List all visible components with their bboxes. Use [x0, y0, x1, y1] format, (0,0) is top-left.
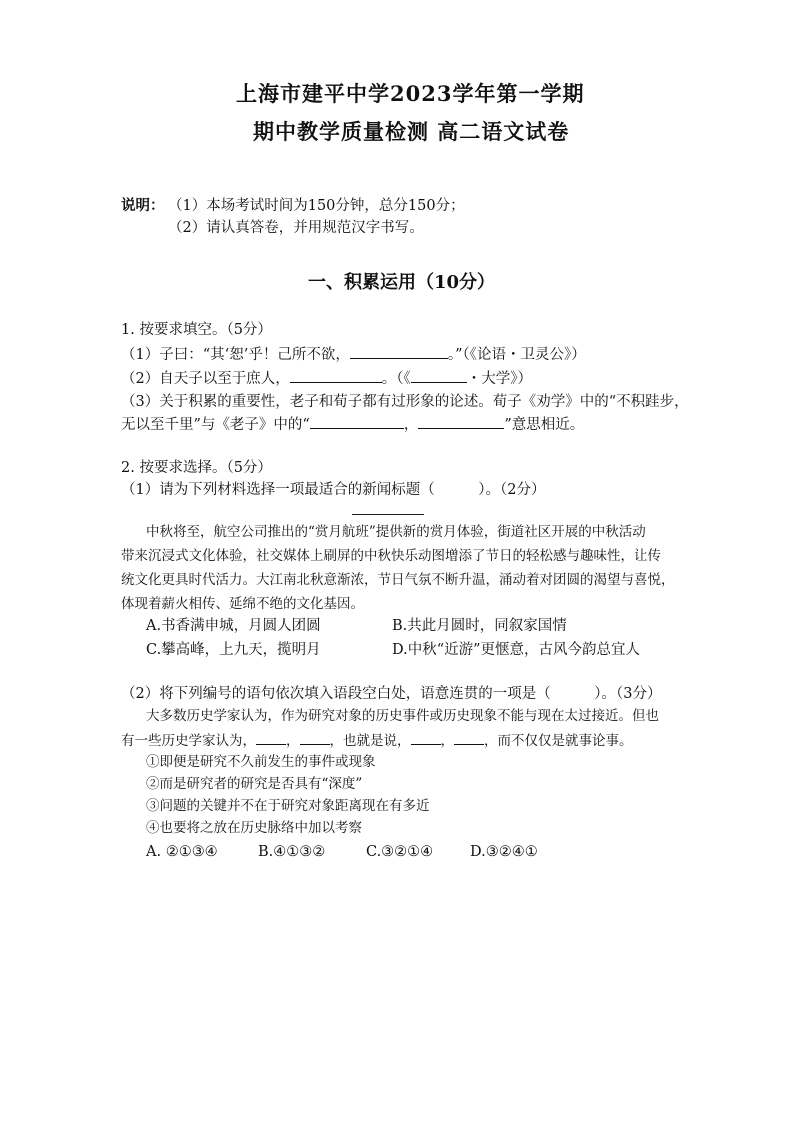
q2-sub2-option-a[interactable]: A. ②①③④ [146, 844, 218, 860]
passage-line: 带来沉浸式文化体验，社交媒体上刷屏的中秋快乐动图增添了节日的轻松感与趣味性，让传 [121, 548, 661, 564]
passage2-line2 [121, 730, 633, 751]
q1-heading: 1. 按要求填空。（5分） [121, 322, 272, 338]
passage2-line1: 大多数历史学家认为，作为研究对象的历史事件或历史现象不能与现在太过接近。但也 [146, 708, 659, 724]
q1-sub2-text-c: ・大学》） [466, 371, 532, 387]
passage2-blank-2[interactable] [300, 730, 330, 745]
q2-heading: 2. 按要求选择。（5分） [121, 460, 272, 476]
q2-sub2: （2）将下列编号的语句依次填入语段空白处，语意连贯的一项是（ ）。（3分） [121, 686, 662, 702]
q1-sub2-blank-1[interactable] [290, 368, 382, 383]
q1-sub3-text-b: ， [403, 417, 419, 433]
passage2-comma-1: ， [286, 733, 300, 749]
q1-sub2-blank-2[interactable] [411, 368, 467, 383]
passage2-text-a: 有一些历史学家认为， [121, 733, 256, 749]
q2-sub2-option-d[interactable]: D.③②④① [470, 844, 538, 860]
q1-sub3-text-a: 无以至千里”与《老子》中的“ [121, 417, 310, 433]
passage2-comma-2: ， [440, 733, 454, 749]
q1-sub3-text-c: ”意思相近。 [504, 417, 585, 433]
passage-line: 中秋将至，航空公司推出的“赏月航班”提供新的赏月体验，街道社区开展的中秋活动 [146, 524, 646, 540]
q1-sub2-text-b: 。（《 [381, 371, 411, 387]
q2-sub1-option-c[interactable]: C.攀高峰，上九天，揽明月 [146, 642, 321, 658]
passage-line: 统文化更具时代活力。大江南北秋意渐浓，节日气氛不断升温，涌动着对团圆的渴望与喜悦， [121, 572, 675, 588]
q1-sub1-blank[interactable] [350, 344, 448, 359]
sentence-item: ③问题的关键并不在于研究对象距离现在有多近 [146, 798, 430, 814]
sentence-item: ②而是研究者的研究是否具有“深度” [146, 776, 363, 792]
instructions-label: 说明： [121, 197, 165, 214]
exam-title-line2: 期中教学质量检测 高二语文试卷 [253, 119, 570, 144]
sentence-item: ①即便是研究不久前发生的事件或现象 [146, 754, 376, 770]
instruction-item-2: （2）请认真答卷，并用规范汉字书写。 [168, 220, 424, 236]
q1-sub3-blank-2[interactable] [418, 414, 504, 429]
q1-sub3-line2 [121, 414, 584, 435]
section1-heading: 一、积累运用（10分） [308, 272, 496, 293]
passage2-blank-4[interactable] [454, 730, 484, 745]
q2-sub1-option-b[interactable]: B.共此月圆时，同叙家国情 [392, 618, 567, 634]
exam-title-line1: 上海市建平中学2023学年第一学期 [236, 81, 585, 106]
q2-sub1-option-a[interactable]: A.书香满申城，月圆人团圆 [146, 618, 321, 634]
passage2-blank-1[interactable] [256, 730, 286, 745]
q1-sub2-text-a: （2）自天子以至于庶人， [121, 371, 290, 387]
instruction-item-1: （1）本场考试时间为150分钟，总分150分； [168, 198, 465, 214]
divider-line [352, 514, 424, 515]
q2-sub1: （1）请为下列材料选择一项最适合的新闻标题（ ）。（2分） [121, 482, 546, 498]
q1-sub2 [121, 368, 532, 389]
passage2-text-b: ，也就是说， [329, 733, 411, 749]
sentence-item: ④也要将之放在历史脉络中加以考察 [146, 820, 362, 836]
passage2-blank-3[interactable] [411, 730, 441, 745]
q2-sub2-option-b[interactable]: B.④①③② [258, 844, 326, 860]
q1-sub1-text-b: 。”（《论语・卫灵公》） [447, 347, 586, 363]
q2-sub2-option-c[interactable]: C.③②①④ [366, 844, 434, 860]
q1-sub3-blank-1[interactable] [310, 414, 404, 429]
q1-sub1-text-a: （1）子曰：“其‘恕’乎！己所不欲， [121, 347, 350, 363]
q1-sub3-line1: （3）关于积累的重要性，老子和荀子都有过形象的论述。荀子《劝学》中的“不积跬步， [121, 394, 689, 410]
passage-line: 体现着薪火相传、延绵不绝的文化基因。 [121, 596, 364, 612]
q1-sub1 [121, 344, 586, 365]
q2-sub1-option-d[interactable]: D.中秋“近游”更惬意，古风今韵总宜人 [392, 642, 641, 658]
passage2-text-c: ，而不仅仅是就事论事。 [484, 733, 633, 749]
